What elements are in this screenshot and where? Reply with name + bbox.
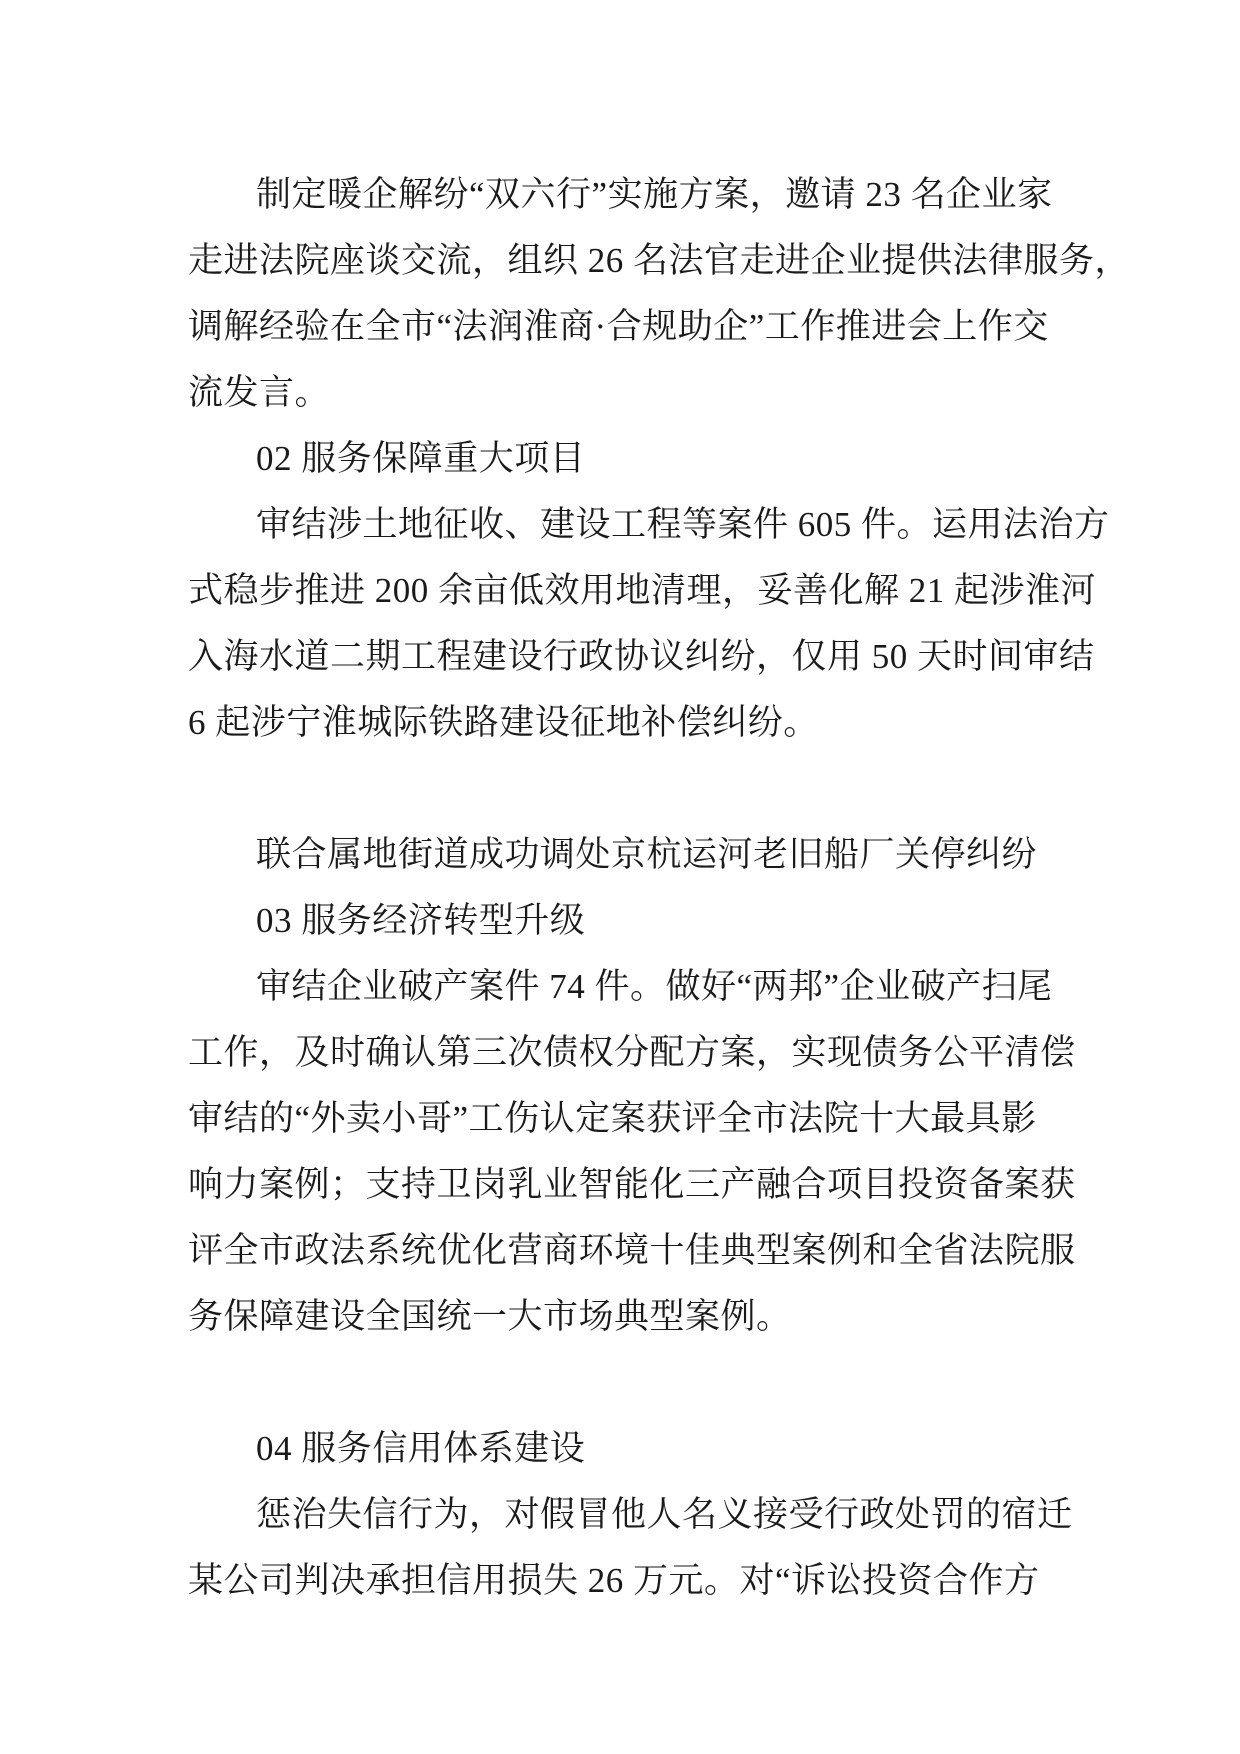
paragraph-3-line-2: 工作，及时确认第三次债权分配方案，实现债务公平清偿 [188, 1033, 1076, 1072]
paragraph-1-line-4: 流发言。 [188, 373, 331, 412]
section-heading-04: 04 服务信用体系建设 [256, 1429, 586, 1468]
paragraph-1-line-3: 调解经验在全市“法润淮商·合规助企”工作推进会上作交 [188, 307, 1049, 346]
caption-line: 联合属地街道成功调处京杭运河老旧船厂关停纠纷 [256, 835, 1038, 874]
paragraph-4-line-2: 某公司判决承担信用损失 26 万元。对“诉讼投资合作方 [188, 1561, 1040, 1600]
paragraph-3-line-4: 响力案例；支持卫岗乳业智能化三产融合项目投资备案获 [188, 1165, 1076, 1204]
paragraph-3-line-1: 审结企业破产案件 74 件。做好“两邦”企业破产扫尾 [256, 967, 1053, 1006]
paragraph-2-line-3: 入海水道二期工程建设行政协议纠纷，仅用 50 天时间审结 [188, 637, 1095, 676]
paragraph-1-line-1: 制定暖企解纷“双六行”实施方案，邀请 23 名企业家 [256, 175, 1053, 214]
paragraph-3-line-3: 审结的“外卖小哥”工伤认定案获评全市法院十大最具影 [188, 1099, 1037, 1138]
section-heading-02: 02 服务保障重大项目 [256, 439, 586, 478]
paragraph-2-line-2: 式稳步推进 200 余亩低效用地清理，妥善化解 21 起涉淮河 [188, 571, 1097, 610]
section-heading-03: 03 服务经济转型升级 [256, 901, 586, 940]
paragraph-3-line-5: 评全市政法系统优化营商环境十佳典型案例和全省法院服 [188, 1231, 1076, 1270]
paragraph-2-line-4: 6 起涉宁淮城际铁路建设征地补偿纠纷。 [188, 703, 819, 742]
paragraph-2-line-1: 审结涉土地征收、建设工程等案件 605 件。运用法治方 [256, 505, 1110, 544]
paragraph-4-line-1: 惩治失信行为，对假冒他人名义接受行政处罚的宿迁 [256, 1495, 1073, 1534]
paragraph-3-line-6: 务保障建设全国统一大市场典型案例。 [188, 1297, 792, 1336]
paragraph-1-line-2: 走进法院座谈交流，组织 26 名法官走进企业提供法律服务， [188, 241, 1131, 280]
